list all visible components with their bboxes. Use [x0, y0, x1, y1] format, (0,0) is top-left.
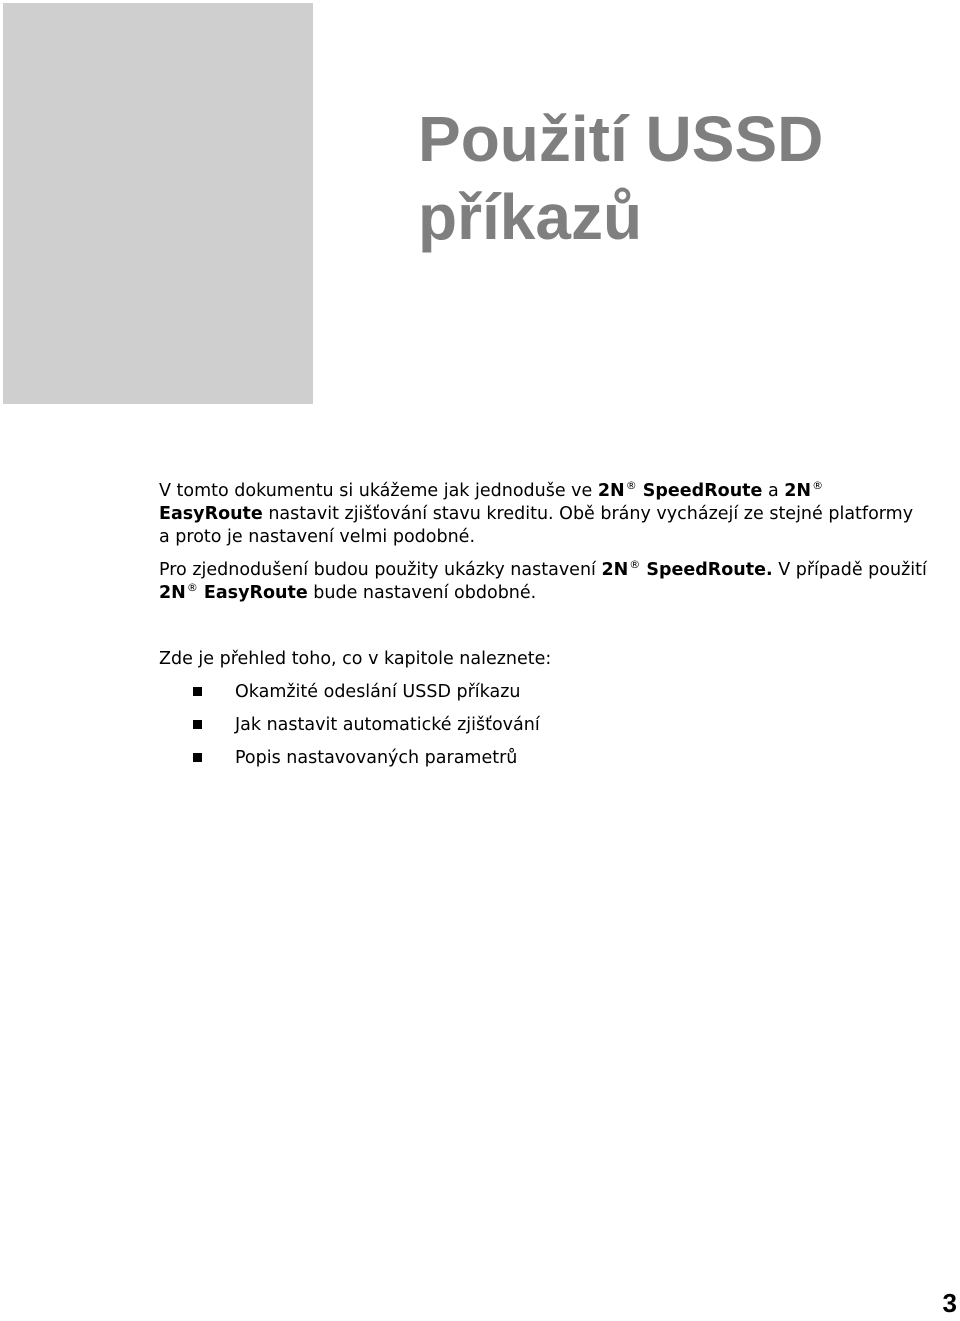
overview-list	[159, 681, 929, 780]
list-item-text: Jak nastavit automatické zjišťování	[235, 715, 540, 735]
list-item-text: Popis nastavovaných parametrů	[235, 748, 518, 768]
square-bullet-icon	[193, 687, 202, 696]
brand-2n: 2N	[784, 481, 812, 501]
main-content	[159, 480, 929, 780]
decorative-gray-block	[3, 3, 313, 404]
simplification-paragraph	[159, 559, 929, 605]
list-item	[159, 681, 929, 714]
paragraph-text: Pro zjednodušení budou použity ukázky nastavení	[159, 560, 602, 580]
brand-2n: 2N	[597, 481, 625, 501]
paragraph-text: V tomto dokumentu si ukážeme jak jednoduše ve	[159, 481, 598, 501]
page-title	[418, 100, 823, 256]
square-bullet-icon	[193, 753, 202, 762]
registered-mark: ®	[629, 558, 641, 571]
brand-2n: 2N	[159, 583, 186, 603]
registered-mark: ®	[625, 479, 637, 492]
square-bullet-icon	[193, 720, 202, 729]
intro-paragraph	[159, 480, 929, 549]
product-easyroute: EasyRoute	[197, 583, 308, 603]
list-item	[159, 714, 929, 747]
registered-mark: ®	[812, 479, 824, 492]
paragraph-text: a	[762, 481, 785, 501]
registered-mark: ®	[186, 581, 198, 594]
brand-2n: 2N	[601, 560, 629, 580]
product-speedroute: SpeedRoute	[636, 481, 763, 501]
title-line-2: příkazů	[418, 181, 643, 253]
list-item	[159, 747, 929, 780]
list-item-text: Okamžité odeslání USSD příkazu	[235, 682, 521, 702]
page-number: 3	[942, 1288, 957, 1318]
title-line-1: Použití USSD	[418, 103, 824, 175]
overview-intro: Zde je přehled toho, co v kapitole naleznete:	[159, 649, 552, 669]
product-speedroute: SpeedRoute.	[640, 560, 773, 580]
product-easyroute: EasyRoute	[159, 504, 263, 524]
paragraph-text: bude nastavení obdobné.	[307, 583, 537, 603]
paragraph-text: nastavit zjišťování stavu kreditu. Obě brány vycházejí ze stejné platformy a proto je nastavení velmi podobné.	[159, 504, 914, 547]
paragraph-text: V případě použití	[772, 560, 927, 580]
